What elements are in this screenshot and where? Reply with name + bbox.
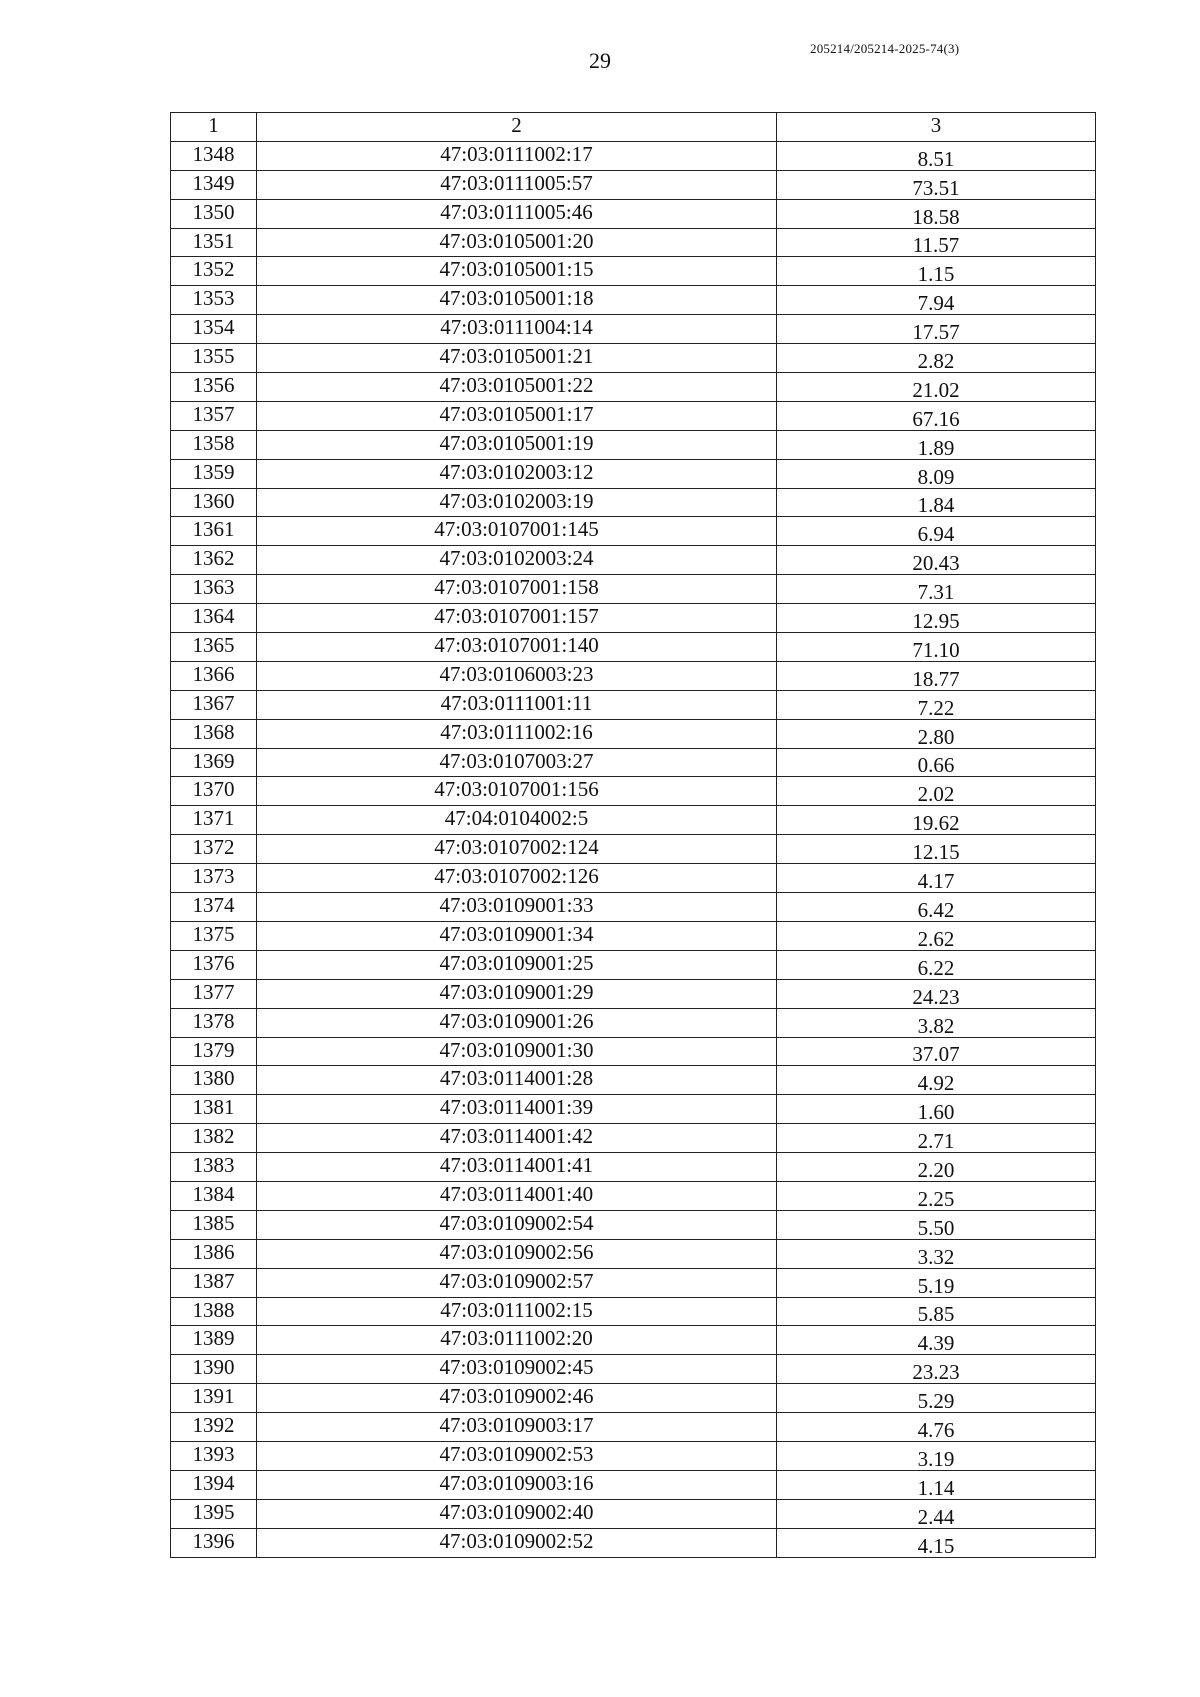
row-number-cell: 1389 [171,1326,257,1355]
row-number-cell: 1387 [171,1268,257,1297]
row-number-cell: 1369 [171,748,257,777]
row-number-cell: 1392 [171,1413,257,1442]
cadastral-number-cell: 47:03:0111002:20 [257,1326,777,1355]
table-row [171,373,1096,402]
area-value-cell: 21.02 [777,373,1096,402]
cadastral-number-cell: 47:03:0111001:11 [257,690,777,719]
row-number-cell: 1373 [171,864,257,893]
area-value-cell: 17.57 [777,315,1096,344]
area-value-cell: 18.77 [777,661,1096,690]
cadastral-number-cell: 47:03:0107001:140 [257,633,777,662]
cadastral-number-cell: 47:03:0102003:19 [257,488,777,517]
table-row [171,979,1096,1008]
page-number: 29 [589,48,611,73]
row-number-cell: 1365 [171,633,257,662]
cadastral-number-cell: 47:03:0109002:56 [257,1239,777,1268]
row-number-cell: 1368 [171,719,257,748]
row-number-cell: 1376 [171,950,257,979]
cadastral-number-cell: 47:03:0109002:53 [257,1441,777,1470]
area-value-cell: 0.66 [777,748,1096,777]
area-value-cell: 2.25 [777,1181,1096,1210]
table-row [171,950,1096,979]
row-number-cell: 1379 [171,1037,257,1066]
table-row [171,546,1096,575]
table-row [171,1384,1096,1413]
table-row [171,1326,1096,1355]
area-value-cell: 7.94 [777,286,1096,315]
table-row [171,777,1096,806]
table-row [171,199,1096,228]
area-value-cell: 73.51 [777,170,1096,199]
area-value-cell: 2.20 [777,1153,1096,1182]
cadastral-number-cell: 47:04:0104002:5 [257,806,777,835]
table-row [171,1037,1096,1066]
row-number-cell: 1367 [171,690,257,719]
area-value-cell: 6.22 [777,950,1096,979]
row-number-cell: 1391 [171,1384,257,1413]
cadastral-number-cell: 47:03:0106003:23 [257,661,777,690]
table-row [171,1470,1096,1499]
parcel-table [170,112,1096,1558]
row-number-cell: 1349 [171,170,257,199]
row-number-cell: 1366 [171,661,257,690]
row-number-cell: 1372 [171,835,257,864]
table-row [171,1181,1096,1210]
area-value-cell: 24.23 [777,979,1096,1008]
cadastral-number-cell: 47:03:0107001:157 [257,604,777,633]
table-header [171,113,1096,142]
cadastral-number-cell: 47:03:0105001:22 [257,373,777,402]
row-number-cell: 1395 [171,1499,257,1528]
row-number-cell: 1351 [171,228,257,257]
cadastral-number-cell: 47:03:0109002:46 [257,1384,777,1413]
area-value-cell: 12.15 [777,835,1096,864]
area-value-cell: 2.02 [777,777,1096,806]
cadastral-number-cell: 47:03:0109002:57 [257,1268,777,1297]
table-row [171,1441,1096,1470]
row-number-cell: 1393 [171,1441,257,1470]
cadastral-number-cell: 47:03:0107003:27 [257,748,777,777]
area-value-cell: 23.23 [777,1355,1096,1384]
row-number-cell: 1350 [171,199,257,228]
row-number-cell: 1378 [171,1008,257,1037]
row-number-cell: 1358 [171,430,257,459]
header-row [171,113,1096,142]
table-row [171,1297,1096,1326]
cadastral-number-cell: 47:03:0107001:145 [257,517,777,546]
area-value-cell: 11.57 [777,228,1096,257]
area-value-cell: 12.95 [777,604,1096,633]
area-value-cell: 1.60 [777,1095,1096,1124]
cadastral-number-cell: 47:03:0114001:41 [257,1153,777,1182]
cadastral-number-cell: 47:03:0109001:26 [257,1008,777,1037]
area-value-cell: 4.15 [777,1528,1096,1557]
row-number-cell: 1385 [171,1210,257,1239]
cadastral-number-cell: 47:03:0105001:18 [257,286,777,315]
row-number-cell: 1353 [171,286,257,315]
row-number-cell: 1381 [171,1095,257,1124]
cadastral-number-cell: 47:03:0109002:45 [257,1355,777,1384]
table-row [171,170,1096,199]
table-row [171,1239,1096,1268]
table-row [171,1268,1096,1297]
cadastral-number-cell: 47:03:0109001:29 [257,979,777,1008]
cadastral-number-cell: 47:03:0109003:17 [257,1413,777,1442]
cadastral-number-cell: 47:03:0111002:17 [257,141,777,170]
table-row [171,517,1096,546]
table-row [171,1153,1096,1182]
area-value-cell: 6.42 [777,893,1096,922]
area-value-cell: 1.14 [777,1470,1096,1499]
area-value-cell: 71.10 [777,633,1096,662]
cadastral-number-cell: 47:03:0105001:19 [257,430,777,459]
table-row [171,864,1096,893]
row-number-cell: 1374 [171,893,257,922]
area-value-cell: 6.94 [777,517,1096,546]
cadastral-number-cell: 47:03:0107002:124 [257,835,777,864]
table-row [171,1499,1096,1528]
area-value-cell: 3.32 [777,1239,1096,1268]
area-value-cell: 1.84 [777,488,1096,517]
row-number-cell: 1396 [171,1528,257,1557]
row-number-cell: 1357 [171,401,257,430]
row-number-cell: 1383 [171,1153,257,1182]
table-row [171,228,1096,257]
area-value-cell: 4.17 [777,864,1096,893]
table-row [171,430,1096,459]
area-value-cell: 7.31 [777,575,1096,604]
cadastral-number-cell: 47:03:0105001:15 [257,257,777,286]
area-value-cell: 20.43 [777,546,1096,575]
table-row [171,315,1096,344]
table-row [171,141,1096,170]
cadastral-number-cell: 47:03:0111004:14 [257,315,777,344]
area-value-cell: 8.09 [777,459,1096,488]
cadastral-number-cell: 47:03:0114001:28 [257,1066,777,1095]
document-id: 205214/205214-2025-74(3) [810,41,960,56]
table-body [171,141,1096,1557]
cadastral-number-cell: 47:03:0114001:39 [257,1095,777,1124]
area-value-cell: 2.62 [777,921,1096,950]
table-row [171,1355,1096,1384]
row-number-cell: 1363 [171,575,257,604]
row-number-cell: 1354 [171,315,257,344]
row-number-cell: 1377 [171,979,257,1008]
row-number-cell: 1352 [171,257,257,286]
area-value-cell: 7.22 [777,690,1096,719]
table-row [171,690,1096,719]
area-value-cell: 37.07 [777,1037,1096,1066]
row-number-cell: 1360 [171,488,257,517]
table-row [171,835,1096,864]
area-value-cell: 2.44 [777,1499,1096,1528]
table-row [171,1210,1096,1239]
row-number-cell: 1386 [171,1239,257,1268]
table-row [171,1066,1096,1095]
cadastral-number-cell: 47:03:0109001:34 [257,921,777,950]
cadastral-number-cell: 47:03:0109003:16 [257,1470,777,1499]
cadastral-number-cell: 47:03:0107001:158 [257,575,777,604]
area-value-cell: 4.76 [777,1413,1096,1442]
area-value-cell: 2.82 [777,344,1096,373]
table-row [171,661,1096,690]
cadastral-number-cell: 47:03:0109001:30 [257,1037,777,1066]
table-row [171,633,1096,662]
cadastral-number-cell: 47:03:0105001:21 [257,344,777,373]
cadastral-number-cell: 47:03:0105001:17 [257,401,777,430]
row-number-cell: 1384 [171,1181,257,1210]
table-row [171,286,1096,315]
table-row [171,806,1096,835]
row-number-cell: 1355 [171,344,257,373]
row-number-cell: 1390 [171,1355,257,1384]
row-number-cell: 1375 [171,921,257,950]
row-number-cell: 1371 [171,806,257,835]
row-number-cell: 1388 [171,1297,257,1326]
cadastral-number-cell: 47:03:0114001:42 [257,1124,777,1153]
area-value-cell: 4.39 [777,1326,1096,1355]
cadastral-number-cell: 47:03:0109001:33 [257,893,777,922]
table-row [171,401,1096,430]
area-value-cell: 5.85 [777,1297,1096,1326]
row-number-cell: 1380 [171,1066,257,1095]
table-row [171,1528,1096,1557]
table-row [171,344,1096,373]
area-value-cell: 8.51 [777,141,1096,170]
table-row [171,1413,1096,1442]
table-row [171,459,1096,488]
cadastral-number-cell: 47:03:0102003:24 [257,546,777,575]
cadastral-number-cell: 47:03:0114001:40 [257,1181,777,1210]
table-row [171,604,1096,633]
area-value-cell: 4.92 [777,1066,1096,1095]
table-row [171,719,1096,748]
cadastral-number-cell: 47:03:0109002:54 [257,1210,777,1239]
column-header-1: 1 [171,113,257,142]
row-number-cell: 1364 [171,604,257,633]
row-number-cell: 1362 [171,546,257,575]
table-row [171,748,1096,777]
table-row [171,1095,1096,1124]
table-row [171,1124,1096,1153]
area-value-cell: 3.19 [777,1441,1096,1470]
area-value-cell: 1.15 [777,257,1096,286]
cadastral-number-cell: 47:03:0107001:156 [257,777,777,806]
area-value-cell: 1.89 [777,430,1096,459]
cadastral-number-cell: 47:03:0111002:15 [257,1297,777,1326]
area-value-cell: 18.58 [777,199,1096,228]
row-number-cell: 1359 [171,459,257,488]
row-number-cell: 1356 [171,373,257,402]
area-value-cell: 3.82 [777,1008,1096,1037]
cadastral-number-cell: 47:03:0111005:57 [257,170,777,199]
area-value-cell: 19.62 [777,806,1096,835]
table-row [171,575,1096,604]
row-number-cell: 1382 [171,1124,257,1153]
cadastral-number-cell: 47:03:0107002:126 [257,864,777,893]
area-value-cell: 67.16 [777,401,1096,430]
area-value-cell: 5.50 [777,1210,1096,1239]
column-header-2: 2 [257,113,777,142]
row-number-cell: 1370 [171,777,257,806]
table-row [171,893,1096,922]
area-value-cell: 2.80 [777,719,1096,748]
row-number-cell: 1361 [171,517,257,546]
cadastral-number-cell: 47:03:0109001:25 [257,950,777,979]
table-row [171,488,1096,517]
column-header-3: 3 [777,113,1096,142]
table-row [171,1008,1096,1037]
table-row [171,257,1096,286]
cadastral-number-cell: 47:03:0105001:20 [257,228,777,257]
cadastral-number-cell: 47:03:0111005:46 [257,199,777,228]
cadastral-number-cell: 47:03:0109002:40 [257,1499,777,1528]
area-value-cell: 5.19 [777,1268,1096,1297]
area-value-cell: 5.29 [777,1384,1096,1413]
table-row [171,921,1096,950]
cadastral-number-cell: 47:03:0102003:12 [257,459,777,488]
cadastral-number-cell: 47:03:0111002:16 [257,719,777,748]
area-value-cell: 2.71 [777,1124,1096,1153]
cadastral-number-cell: 47:03:0109002:52 [257,1528,777,1557]
row-number-cell: 1394 [171,1470,257,1499]
row-number-cell: 1348 [171,141,257,170]
